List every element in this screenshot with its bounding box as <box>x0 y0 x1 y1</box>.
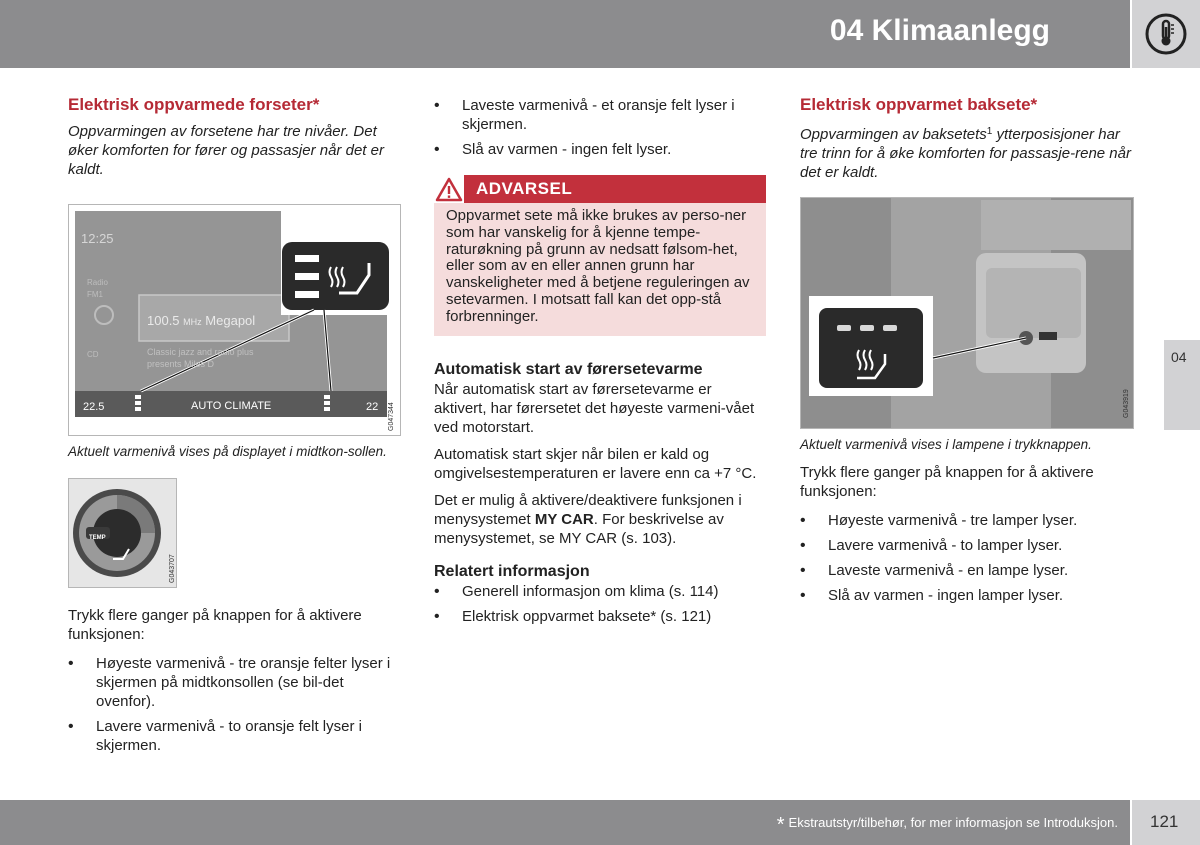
page-number: 121 <box>1150 812 1179 831</box>
page-number-box <box>1132 800 1200 845</box>
chapter-title: 04 Klimaanlegg <box>829 14 1050 47</box>
list-item: • Høyeste varmenivå - tre lamper lyser. <box>800 511 1135 530</box>
intro-part: ytterposisjoner har tre trinn for å øke komforten for passasje-rene når det er kaldt. <box>800 126 1131 181</box>
figure-code: G043707 <box>169 554 176 583</box>
warning-box <box>434 175 766 336</box>
heat-level-list <box>68 654 403 755</box>
section-heading-related: Relatert informasjon <box>434 562 590 580</box>
section-heading-front-seats: Elektrisk oppvarmede forseter* <box>68 95 320 114</box>
display-frequency <box>147 311 255 332</box>
list-item: • Høyeste varmenivå - tre oransje felter lyser i skjermen på midtkonsollen (se bil-det ovenfor). <box>68 654 403 711</box>
figure-knob <box>68 478 177 588</box>
display-subline-2: presents Miles D <box>147 359 215 369</box>
chapter-icon-box <box>1132 0 1200 68</box>
display-subline-1: Classic jazz and radio plus <box>147 347 254 357</box>
figure-rear-button <box>800 197 1134 429</box>
temp-knob-illustration <box>69 479 176 587</box>
display-time: 12:25 <box>81 231 114 246</box>
figure-display <box>68 204 401 436</box>
display-mode: AUTO CLIMATE <box>191 400 272 412</box>
related-info-list <box>434 582 768 626</box>
warning-triangle-icon <box>434 175 464 203</box>
thermometer-icon <box>1144 12 1188 56</box>
my-car-emphasis: MY CAR <box>534 510 594 528</box>
frequency-value: 100.5 <box>147 313 180 328</box>
knob-temp-label: TEMP <box>89 535 106 541</box>
auto-start-paragraph-2: Automatisk start skjer når bilen er kald og omgivelsestemperaturen er lavere enn ca +7 °C. <box>434 445 757 482</box>
list-item: • Slå av varmen - ingen lamper lyser. <box>800 586 1135 605</box>
figure-caption: Aktuelt varmenivå vises i lampene i trykknappen. <box>800 437 1092 452</box>
figure-caption: Aktuelt varmenivå vises på displayet i midtkon-sollen. <box>68 444 387 459</box>
instruction-text: Trykk flere ganger på knappen for å aktivere funksjonen: <box>800 464 1094 500</box>
page-header <box>0 0 1130 68</box>
figure-code: G047344 <box>388 402 395 431</box>
display-cd: CD <box>87 350 99 359</box>
intro-text <box>800 122 1135 182</box>
intro-part: Oppvarmingen av baksetets <box>800 126 987 143</box>
footnote <box>777 814 1118 837</box>
warning-header <box>434 175 766 203</box>
section-heading-auto-start: Automatisk start av førersetevarme <box>434 360 703 378</box>
section-heading-rear-seat: Elektrisk oppvarmet baksete* <box>800 95 1038 114</box>
instruction-text: Trykk flere ganger på knappen for å aktivere funksjonen: <box>68 607 362 643</box>
list-item: • Lavere varmenivå - to oransje felt lyser i skjermen. <box>68 717 403 755</box>
frequency-unit: MHz <box>183 317 202 327</box>
auto-start-paragraph-1: Når automatisk start av førersetevarme er aktivert, har førersetet det høyeste varmeni-vået ved motorstart. <box>434 380 755 436</box>
auto-start-paragraph-3 <box>434 491 768 548</box>
page-footer <box>0 800 1130 845</box>
heat-level-list-continued <box>434 96 768 159</box>
column-rear-seat <box>800 94 1135 611</box>
paragraph-part: Det er mulig å aktivere/deaktivere funksjonen i menysystemet <box>434 491 742 528</box>
asterisk: * <box>776 814 785 836</box>
list-item: • Laveste varmenivå - en lampe lyser. <box>800 561 1135 580</box>
rear-console-illustration <box>801 198 1133 428</box>
chapter-side-tab[interactable] <box>1164 340 1200 430</box>
related-link-climate[interactable]: • Generell informasjon om klima (s. 114) <box>434 582 768 601</box>
display-temp-right: 22 <box>366 401 379 413</box>
list-item: • Laveste varmenivå - et oransje felt lyser i skjermen. <box>434 96 768 134</box>
intro-text: Oppvarmingen av forsetene har tre nivåer. Det øker komforten for fører og passasjer når det er kaldt. <box>68 123 384 178</box>
footnote-text: Ekstrautstyr/tilbehør, for mer informasjon se Introduksjon. <box>788 815 1118 830</box>
display-fm: FM1 <box>87 290 103 299</box>
station-name: Megapol <box>205 313 256 328</box>
column-warning <box>434 96 768 632</box>
rear-heat-level-list <box>800 511 1135 605</box>
side-tab-label: 04 <box>1171 349 1187 365</box>
warning-label: ADVARSEL <box>476 179 573 198</box>
list-item: • Lavere varmenivå - to lamper lyser. <box>800 536 1135 555</box>
display-temp-left: 22.5 <box>83 401 105 413</box>
display-radio: Radio <box>87 278 108 287</box>
list-item: • Slå av varmen - ingen felt lyser. <box>434 140 768 159</box>
figure-code: G043919 <box>1123 389 1130 418</box>
footnote-marker: 1 <box>986 126 993 137</box>
warning-text: Oppvarmet sete må ikke brukes av perso-ner som har vanskelig for å kjenne tempe-raturøkning på grunn av nedsatt følsom-het, eller som av en eller annen grunn har vanskeligheter med å betjene reguleringen av setevarmen. I motsatt fall kan det opp-stå forbrenninger. <box>434 203 766 336</box>
column-front-seats <box>68 94 403 761</box>
related-link-rear-seat[interactable]: • Elektrisk oppvarmet baksete* (s. 121) <box>434 607 768 626</box>
paragraph-part: . For beskrivelse av menysystemet, se MY CAR (s. 103). <box>434 510 724 547</box>
